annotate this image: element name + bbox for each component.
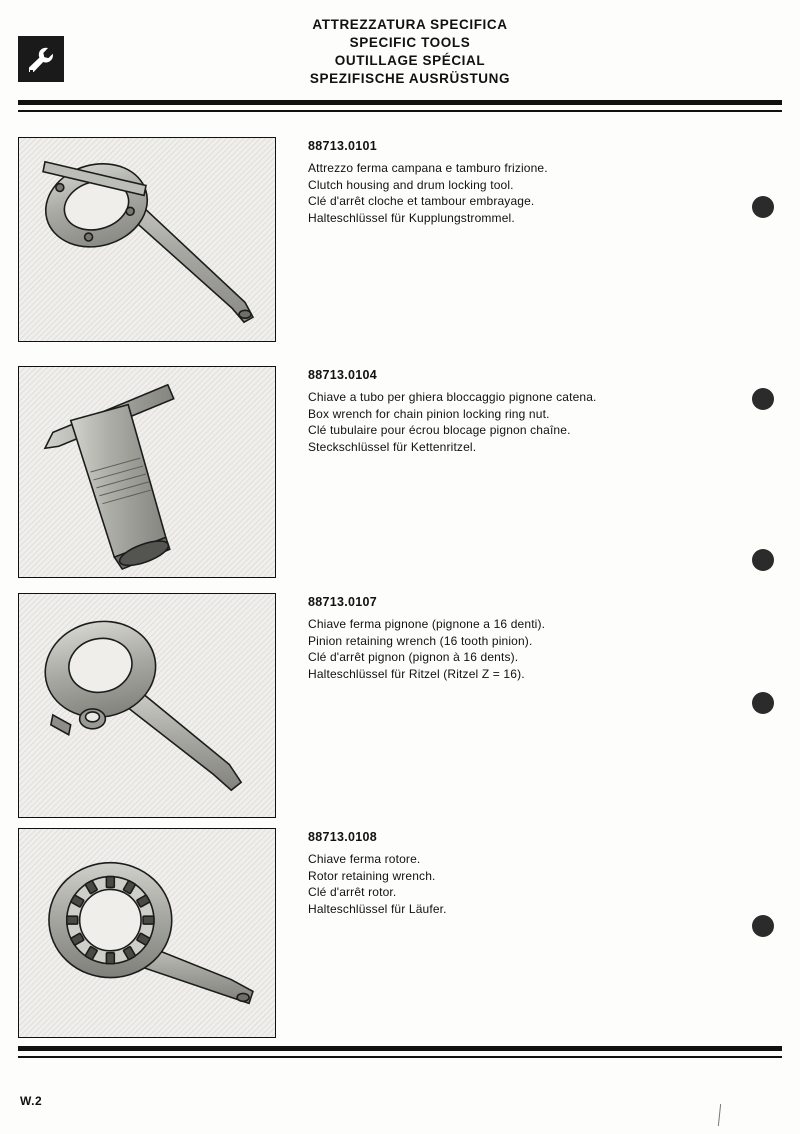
tool-desc-de: Halteschlüssel für Ritzel (Ritzel Z = 16). [308,666,525,681]
tool-entry [18,366,782,578]
page-number: W.2 [20,1094,43,1108]
title-fr: OUTILLAGE SPÉCIAL [334,53,486,68]
tool-desc-de: Halteschlüssel für Läufer. [308,901,447,916]
tool-desc-fr: Clé d'arrêt cloche et tambour embrayage. [308,194,535,208]
tool-desc-it: Chiave ferma pignone (pignone a 16 denti). [308,617,546,631]
header-title-block [200,16,620,88]
title-en: SPECIFIC TOOLS [349,35,471,50]
tool-code: 88713.0108 [308,830,378,844]
wrench-icon [18,36,64,82]
tool-text-block [308,595,738,682]
tool-text-block [308,830,738,917]
tool-image-rotor-retaining-wrench [18,828,276,1038]
tool-desc-fr: Clé d'arrêt pignon (pignon à 16 dents). [308,650,519,664]
tool-entry [18,593,782,818]
tool-code: 88713.0101 [308,139,378,153]
tool-image-box-wrench-tool [18,366,276,578]
spine-mark [718,1104,721,1126]
tool-entry [18,828,782,1038]
title-it: ATTREZZATURA SPECIFICA [312,17,508,32]
tool-desc-fr: Clé tubulaire pour écrou blocage pignon chaîne. [308,423,571,437]
tool-desc-de: Halteschlüssel für Kupplungstrommel. [308,210,515,225]
tool-code: 88713.0104 [308,368,378,382]
tool-desc-en: Rotor retaining wrench. [308,868,436,883]
header-rule-bottom [18,110,782,112]
tool-code: 88713.0107 [308,595,378,609]
page-header [0,0,800,100]
tool-entry [18,137,782,342]
header-rule-top [18,100,782,105]
tool-desc-it: Attrezzo ferma campana e tamburo frizione. [308,161,548,175]
tool-desc-en: Clutch housing and drum locking tool. [308,177,514,192]
tool-image-pinion-retaining-wrench [18,593,276,818]
tool-desc-it: Chiave a tubo per ghiera bloccaggio pignone catena. [308,390,597,404]
footer-rule-bottom [18,1056,782,1058]
tool-desc-en: Box wrench for chain pinion locking ring nut. [308,406,550,421]
title-de: SPEZIFISCHE AUSRÜSTUNG [309,71,511,86]
footer-rule-top [18,1046,782,1051]
tool-text-block [308,368,738,455]
tool-desc-it: Chiave ferma rotore. [308,852,421,866]
tool-text-block [308,139,738,226]
tool-image-clutch-housing-locking-tool [18,137,276,342]
tool-desc-de: Steckschlüssel für Kettenritzel. [308,439,477,454]
tool-desc-fr: Clé d'arrêt rotor. [308,885,397,899]
tool-desc-en: Pinion retaining wrench (16 tooth pinion). [308,633,533,648]
